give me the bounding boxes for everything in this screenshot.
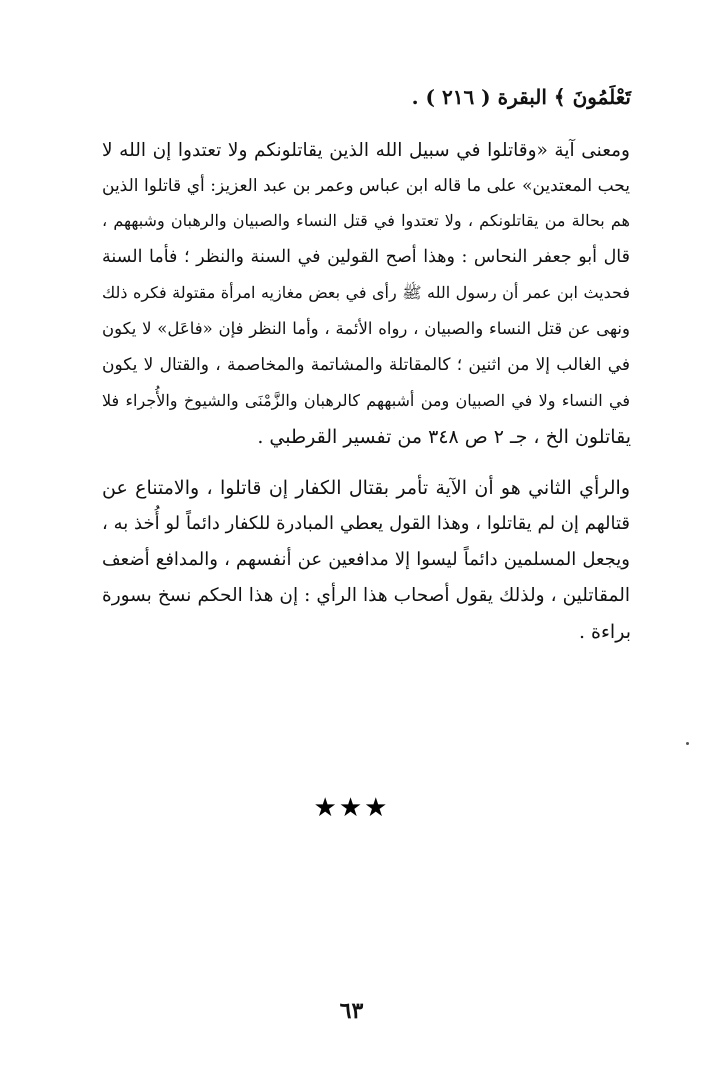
paragraph-1-line: يحب المعتدين» على ما قاله ابن عباس وعمر بن عبد العزيز: أي قاتلوا الذين bbox=[102, 176, 630, 196]
paragraph-2-line: براءة . bbox=[578, 621, 631, 643]
paragraph-1-line: هم بحالة من يقاتلونكم ، ولا تعتدوا في قتل النساء والصبيان والرهبان وشبههم ، bbox=[102, 211, 630, 230]
header-verse-line: تَعْلَمُونَ ﴾ البقرة ( ٢١٦ ) . bbox=[411, 85, 631, 109]
paragraph-1-line: يقاتلون الخ ، جـ ٢ ص ٣٤٨ من تفسير القرطبي . bbox=[257, 426, 631, 448]
page-number: ٦٣ bbox=[339, 998, 364, 1024]
section-separator: ★★★ bbox=[313, 793, 390, 823]
paragraph-2-line: والرأي الثاني هو أن الآية تأمر بقتال الكفار إن قاتلوا ، والامتناع عن bbox=[102, 477, 630, 499]
paragraph-1-line: في النساء ولا في الصبيان ومن أشبههم كالرهبان والزَّمْنَى والشيوخ والأُجراء فلا bbox=[102, 391, 630, 410]
paragraph-1-line: قال أبو جعفر النحاس : وهذا أصح القولين في السنة والنظر ؛ فأما السنة bbox=[102, 247, 630, 267]
paragraph-2-line: قتالهم إن لم يقاتلوا ، وهذا القول يعطي المبادرة للكفار دائماً لو أُخذ به ، bbox=[102, 513, 630, 534]
paragraph-2-line: المقاتلين ، ولذلك يقول أصحاب هذا الرأي : إن هذا الحكم نسخ بسورة bbox=[102, 585, 630, 606]
paragraph-1-line: ونهى عن قتل النساء والصبيان ، رواه الأئمة ، وأما النظر فإن «فاعَل» لا يكون bbox=[102, 319, 630, 338]
paragraph-1-line: فحديث ابن عمر أن رسول الله ﷺ رأى في بعض مغازيه امرأة مقتولة فكره ذلك bbox=[102, 283, 630, 302]
paragraph-2-line: ويجعل المسلمين دائماً ليسوا إلا مدافعين عن أنفسهم ، والمدافع أضعف bbox=[102, 549, 630, 570]
paragraph-1-line: في الغالب إلا من اثنين ؛ كالمقاتلة والمشاتمة والمخاصمة ، والقتال لا يكون bbox=[102, 355, 630, 375]
paragraph-1-line: ومعنى آية «وقاتلوا في سبيل الله الذين يقاتلونكم ولا تعتدوا إن الله لا bbox=[102, 140, 630, 161]
scan-speck bbox=[686, 742, 689, 745]
